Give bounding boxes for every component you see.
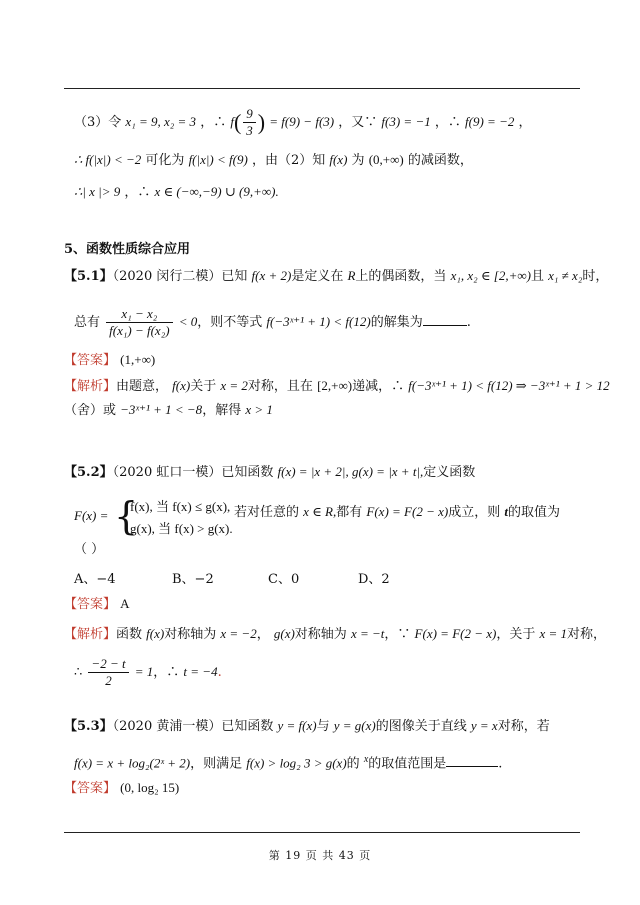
text: 若对任意的 <box>234 505 300 520</box>
math: x > 1 <box>245 402 273 417</box>
text: 对称，且在 <box>247 379 313 394</box>
text: 与 <box>316 719 330 734</box>
part3-line-3 <box>74 182 279 203</box>
text: 函数 <box>116 627 143 642</box>
math: y = g(x) <box>333 718 376 733</box>
text: ，又∵ <box>338 115 378 130</box>
text: 的图像关于直线 <box>375 719 467 734</box>
text: ，∵ <box>384 627 411 642</box>
text: 的取值为 <box>507 505 560 520</box>
math: t <box>504 504 508 519</box>
math: x ∈ R, <box>303 504 337 519</box>
text: 已知函数 <box>221 719 274 734</box>
option-b: B、−2 <box>172 572 214 587</box>
answer-blank <box>446 754 498 767</box>
text: 已知 <box>221 269 248 284</box>
math: f(x) > log₂ 3 > g(x) <box>246 755 347 771</box>
fraction-denominator: f(x₁) − f(x₂) <box>109 323 170 338</box>
math: f(x) = x + log₂(2ˣ + 2) <box>74 755 191 771</box>
math: x = −t <box>350 626 385 641</box>
math: f(|x|) < f(9) <box>188 152 248 167</box>
q52-line-1 <box>64 462 475 483</box>
option-a: A、−4 <box>74 572 116 587</box>
option-c: C、0 <box>268 572 300 587</box>
math: y = x <box>470 718 498 733</box>
page-number: 第 19 页 共 43 页 <box>268 849 372 862</box>
q51-answer <box>64 350 155 371</box>
math: ∴| x |> 9 <box>74 184 121 199</box>
text: . <box>466 315 471 330</box>
text: 对称，若 <box>497 719 550 734</box>
text: 的 <box>346 756 360 772</box>
math: F(x) = F(2 − x) <box>414 626 497 641</box>
math: = 1 <box>134 664 154 679</box>
question-source: （2020 虹口一模） <box>112 465 222 480</box>
q52-analysis-2 <box>74 656 222 689</box>
piecewise-case-1: f(x), 当 f(x) ≤ g(x), <box>130 499 231 514</box>
text: ， <box>256 627 270 642</box>
text: 的取值范围是 <box>368 756 447 772</box>
text: 成立，则 <box>448 505 501 520</box>
math: g(x) <box>273 626 295 641</box>
fraction-numerator: −2 − t <box>88 656 128 673</box>
text: 都有 <box>336 505 363 520</box>
piecewise-case-2: g(x), 当 f(x) > g(x). <box>130 521 233 536</box>
math: (0,+∞) <box>368 152 404 167</box>
text: ，由（2）知 <box>251 153 326 168</box>
math-f: f <box>230 114 234 129</box>
text: 且 <box>530 269 544 284</box>
text: ，解得 <box>202 403 242 418</box>
math: x = 1 <box>539 626 568 641</box>
q51-analysis-2 <box>64 400 273 421</box>
fraction-numerator: 9 <box>243 106 256 123</box>
text: 时， <box>582 269 609 284</box>
paren-right: ) <box>257 109 266 135</box>
text: ，则不等式 <box>197 315 263 330</box>
q52-paren: （ ） <box>74 542 105 557</box>
brace: { <box>114 494 139 538</box>
text: 递减，∴ <box>352 379 405 394</box>
text: ， <box>518 115 532 130</box>
question-tag: 【5.2】 <box>64 465 113 480</box>
q51-line-1 <box>64 266 608 287</box>
answer-label: 【答案】 <box>64 353 117 368</box>
math: x = −2 <box>220 626 257 641</box>
math: f(x) <box>146 626 165 641</box>
fraction-denominator: 2 <box>105 673 112 688</box>
q52-analysis-1 <box>64 624 606 645</box>
q52-answer <box>64 594 130 615</box>
q52-line-2-tail <box>234 502 560 523</box>
math: y = f(x) <box>277 718 317 733</box>
text: 总有 <box>74 315 101 330</box>
fraction-numerator: x₁ − x₂ <box>106 306 172 323</box>
text: （3）令 <box>74 115 122 130</box>
text: . <box>217 665 222 680</box>
math: f(x) = |x + 2|, g(x) = |x + t|, <box>277 464 424 479</box>
fraction-denominator: 3 <box>246 123 253 138</box>
answer-blank <box>423 313 467 326</box>
answer-value: (1,+∞) <box>120 352 156 367</box>
math: x = 2 <box>220 378 248 393</box>
question-tag: 【5.3】 <box>64 719 113 734</box>
text: 可化为 <box>145 153 185 168</box>
text: 的减函数， <box>407 153 473 168</box>
analysis-label: 【解析】 <box>64 627 117 642</box>
math: f(3) = −1 <box>381 114 431 129</box>
math: f(x + 2) <box>251 268 292 283</box>
option-d: D、2 <box>358 572 390 587</box>
math: x₁ = 9, x₂ = 3 <box>125 114 197 129</box>
text: 对称， <box>567 627 607 642</box>
fraction <box>88 656 128 689</box>
footer-rule <box>64 832 580 833</box>
question-source: （2020 闵行二模） <box>112 269 222 284</box>
fraction <box>106 306 172 339</box>
text: 是定义在 <box>291 269 344 284</box>
text: . <box>498 756 503 772</box>
text: ，∴ <box>434 115 461 130</box>
math: = f(9) − f(3) <box>269 114 335 129</box>
math: R <box>347 268 356 283</box>
math: f(9) = −2 <box>465 114 515 129</box>
part3-line-2 <box>74 150 473 171</box>
math: f(x) <box>172 378 191 393</box>
math: x ∈ (−∞,−9) ∪ (9,+∞). <box>154 184 279 199</box>
q51-analysis-1 <box>64 376 610 397</box>
q51-line-2 <box>74 306 471 339</box>
question-source: （2020 黄浦一模） <box>112 719 222 734</box>
math: t = −4 <box>183 664 218 679</box>
math: ∴ f(|x|) < −2 <box>74 152 142 167</box>
q53-answer <box>64 778 179 799</box>
math: F(x) = F(2 − x) <box>366 504 449 519</box>
text: （舍）或 <box>64 403 117 418</box>
text: 对称轴为 <box>294 627 347 642</box>
text: ，关于 <box>496 627 536 642</box>
math: −3ˣ⁺¹ + 1 < −8 <box>120 402 203 417</box>
math: x₁ ≠ x₂ <box>548 268 583 283</box>
math: f(x) <box>329 152 348 167</box>
answer-value: A <box>120 596 130 611</box>
text: ，∴ <box>153 665 180 680</box>
text: ，∴ <box>124 185 151 200</box>
text: 上的偶函数，当 <box>355 269 447 284</box>
text: 定义函数 <box>423 465 476 480</box>
text: 已知函数 <box>221 465 274 480</box>
answer-label: 【答案】 <box>64 781 117 796</box>
math: f(−3ˣ⁺¹ + 1) < f(12) <box>266 314 371 329</box>
q53-line-2 <box>74 750 502 774</box>
section-title: 5、函数性质综合应用 <box>64 242 191 257</box>
text: 为 <box>351 153 365 168</box>
text: ，则满足 <box>190 756 243 772</box>
math: [2,+∞) <box>317 378 353 393</box>
text: 对称轴为 <box>164 627 217 642</box>
analysis-label: 【解析】 <box>64 379 117 394</box>
text: ∴ <box>74 665 83 680</box>
math: < 0 <box>178 314 198 329</box>
question-tag: 【5.1】 <box>64 269 113 284</box>
text: 关于 <box>190 379 217 394</box>
part3-line-1 <box>74 106 532 139</box>
math: f(−3ˣ⁺¹ + 1) < f(12) ⇒ −3ˣ⁺¹ + 1 > 12 <box>408 378 610 393</box>
q53-line-1 <box>64 716 550 737</box>
text: ，∴ <box>200 115 227 130</box>
math: F(x) = <box>74 508 109 523</box>
math: x₁, x₂ ∈ [2,+∞) <box>450 268 531 283</box>
math: x <box>363 754 369 765</box>
answer-value: (0, log₂ 15) <box>120 780 180 795</box>
header-rule <box>64 88 580 89</box>
text: 的解集为 <box>370 315 423 330</box>
paren-left: ( <box>233 109 242 135</box>
text: 由题意， <box>116 379 169 394</box>
fraction <box>243 106 256 139</box>
answer-label: 【答案】 <box>64 597 117 612</box>
